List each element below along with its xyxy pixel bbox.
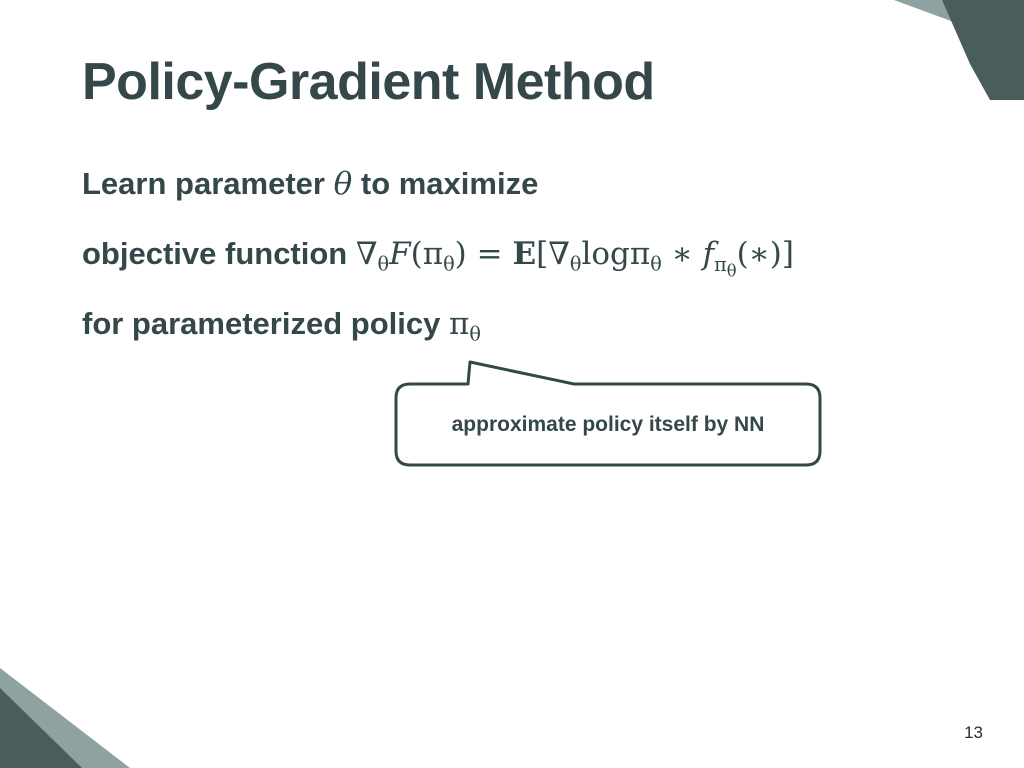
line1-suffix: to maximize bbox=[360, 166, 539, 201]
slide-title: Policy-Gradient Method bbox=[82, 53, 655, 111]
theta-symbol: θ bbox=[333, 166, 353, 202]
page-number: 13 bbox=[964, 723, 983, 742]
line2-prefix: objective function bbox=[82, 236, 348, 271]
line3-prefix: for parameterized policy bbox=[82, 306, 441, 341]
callout-text: approximate policy itself by NN bbox=[451, 413, 765, 436]
objective-formula: $\nabla_\theta F(\pi_\theta) = E[\nabla_\theta\log\pi_\theta$ ∗ $f_{\pi_\theta}(∗)$] bbox=[355, 236, 794, 281]
line1-prefix: Learn parameter bbox=[82, 166, 325, 201]
policy-symbol: $\pi_\theta$ bbox=[448, 306, 481, 346]
